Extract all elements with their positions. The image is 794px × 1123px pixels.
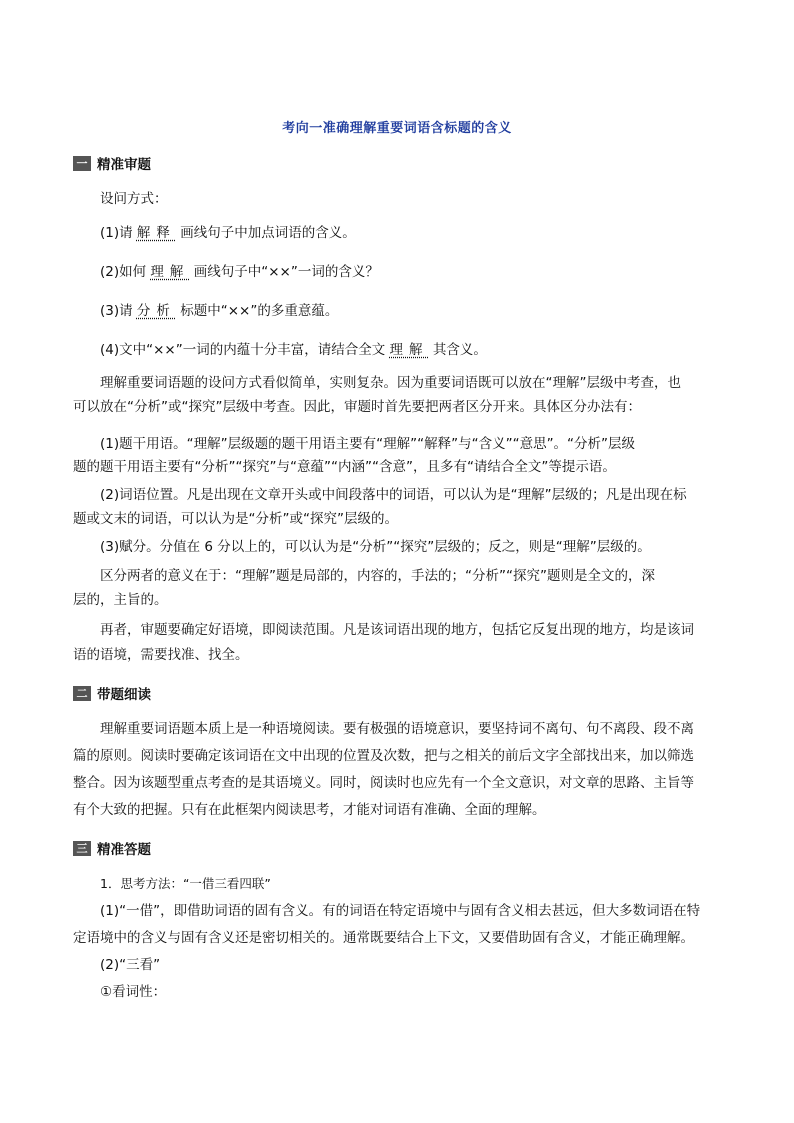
paragraph-line: 可以放在“分析”或“探究”层级中考查。因此，审题时首先要把两者区分开来。具体区分办法有： xyxy=(73,399,641,415)
text-segment: 其含义。 xyxy=(432,342,487,358)
paragraph-line: 有个大致的把握。只有在此框架内阅读思考，才能对词语有准确、全面的理解。 xyxy=(73,802,546,818)
section-header-3 xyxy=(73,838,151,858)
text-segment: 画线句子中加点词语的含义。 xyxy=(180,225,356,241)
paragraph-line: (1)题干用语。“理解”层级题的题干用语主要有“理解”“解释”与“含义”“意思”。“分析”层级 xyxy=(100,436,636,452)
section-title: 精准答题 xyxy=(97,842,151,858)
paragraph-line: 再者，审题要确定好语境，即阅读范围。凡是该词语出现的地方，包括它反复出现的地方，均是该词 xyxy=(100,622,694,638)
text-segment: (1)请 xyxy=(100,225,133,241)
paragraph-line: 整合。因为该题型重点考查的是其语境义。同时，阅读时也应先有一个全文意识，对文章的思路、主旨等 xyxy=(73,775,694,791)
section-title: 精准审题 xyxy=(97,157,151,173)
paragraph-line: 语的语境，需要找准、找全。 xyxy=(73,647,249,663)
paragraph-line: 篇的原则。阅读时要确定该词语在文中出现的位置及次数，把与之相关的前后文字全部找出来，加以筛选 xyxy=(73,748,694,764)
emphasized-word: 分析 xyxy=(136,303,176,319)
section-title: 带题细读 xyxy=(97,687,151,703)
question-item-3 xyxy=(100,301,723,322)
paragraph-line: ①看词性： xyxy=(100,984,167,1000)
paragraph-line: (3)赋分。分值在 6 分以上的，可以认为是“分析”“探究”层级的；反之，则是“理解”层级的。 xyxy=(100,539,651,555)
question-item-2 xyxy=(100,262,723,283)
text-segment: 标题中“××”的多重意蕴。 xyxy=(180,303,339,319)
text-segment: (2)如何 xyxy=(100,264,147,280)
emphasized-word: 解释 xyxy=(136,225,176,241)
emphasized-word: 理解 xyxy=(150,264,190,280)
section-header-2 xyxy=(73,683,151,703)
paragraph-line: 定语境中的含义与固有含义还是密切相关的。通常既要结合上下文，又要借助固有含义，才能正确理解。 xyxy=(73,930,694,946)
section-header-1 xyxy=(73,153,151,173)
question-intro: 设问方式： xyxy=(100,191,168,207)
paragraph-line: 层的，主旨的。 xyxy=(73,592,168,608)
paragraph-line: 区分两者的意义在于：“理解”题是局部的，内容的，手法的；“分析”“探究”题则是全文的，深 xyxy=(100,568,655,584)
paragraph-line: 题或文末的词语，可以认为是“分析”或“探究”层级的。 xyxy=(73,511,398,527)
paragraph-line: 理解重要词语题本质上是一种语境阅读。要有极强的语境意识，要坚持词不离句、句不离段、段不离 xyxy=(100,721,694,737)
text-segment: (3)请 xyxy=(100,303,133,319)
emphasized-word: 理解 xyxy=(389,342,429,358)
section-number-badge: 三 xyxy=(73,841,91,856)
paragraph-line: (2)词语位置。凡是出现在文章开头或中间段落中的词语，可以认为是“理解”层级的；凡是出现在标 xyxy=(100,487,687,503)
question-item-1 xyxy=(100,223,723,244)
page-title: 考向一准确理解重要词语含标题的含义 xyxy=(282,121,512,136)
text-segment: (4)文中“××”一词的内蕴十分丰富，请结合全文 xyxy=(100,342,386,358)
text-segment: 画线句子中“××”一词的含义？ xyxy=(193,264,379,280)
paragraph-line: (1)“一借”，即借助词语的固有含义。有的词语在特定语境中与固有含义相去甚远，但大多数词语在特 xyxy=(100,903,701,919)
section-number-badge: 一 xyxy=(73,156,91,171)
question-item-4 xyxy=(100,340,723,361)
paragraph-line: 理解重要词语题的设问方式看似简单，实则复杂。因为重要词语既可以放在“理解”层级中考查，也 xyxy=(100,375,681,391)
paragraph-line: (2)“三看” xyxy=(100,957,161,973)
section-number-badge: 二 xyxy=(73,686,91,701)
subheading: 1．思考方法：“一借三看四联” xyxy=(100,876,271,891)
paragraph-line: 题的题干用语主要有“分析”“探究”与“意蕴”“内涵”“含意”，且多有“请结合全文”等提示语。 xyxy=(73,459,616,475)
